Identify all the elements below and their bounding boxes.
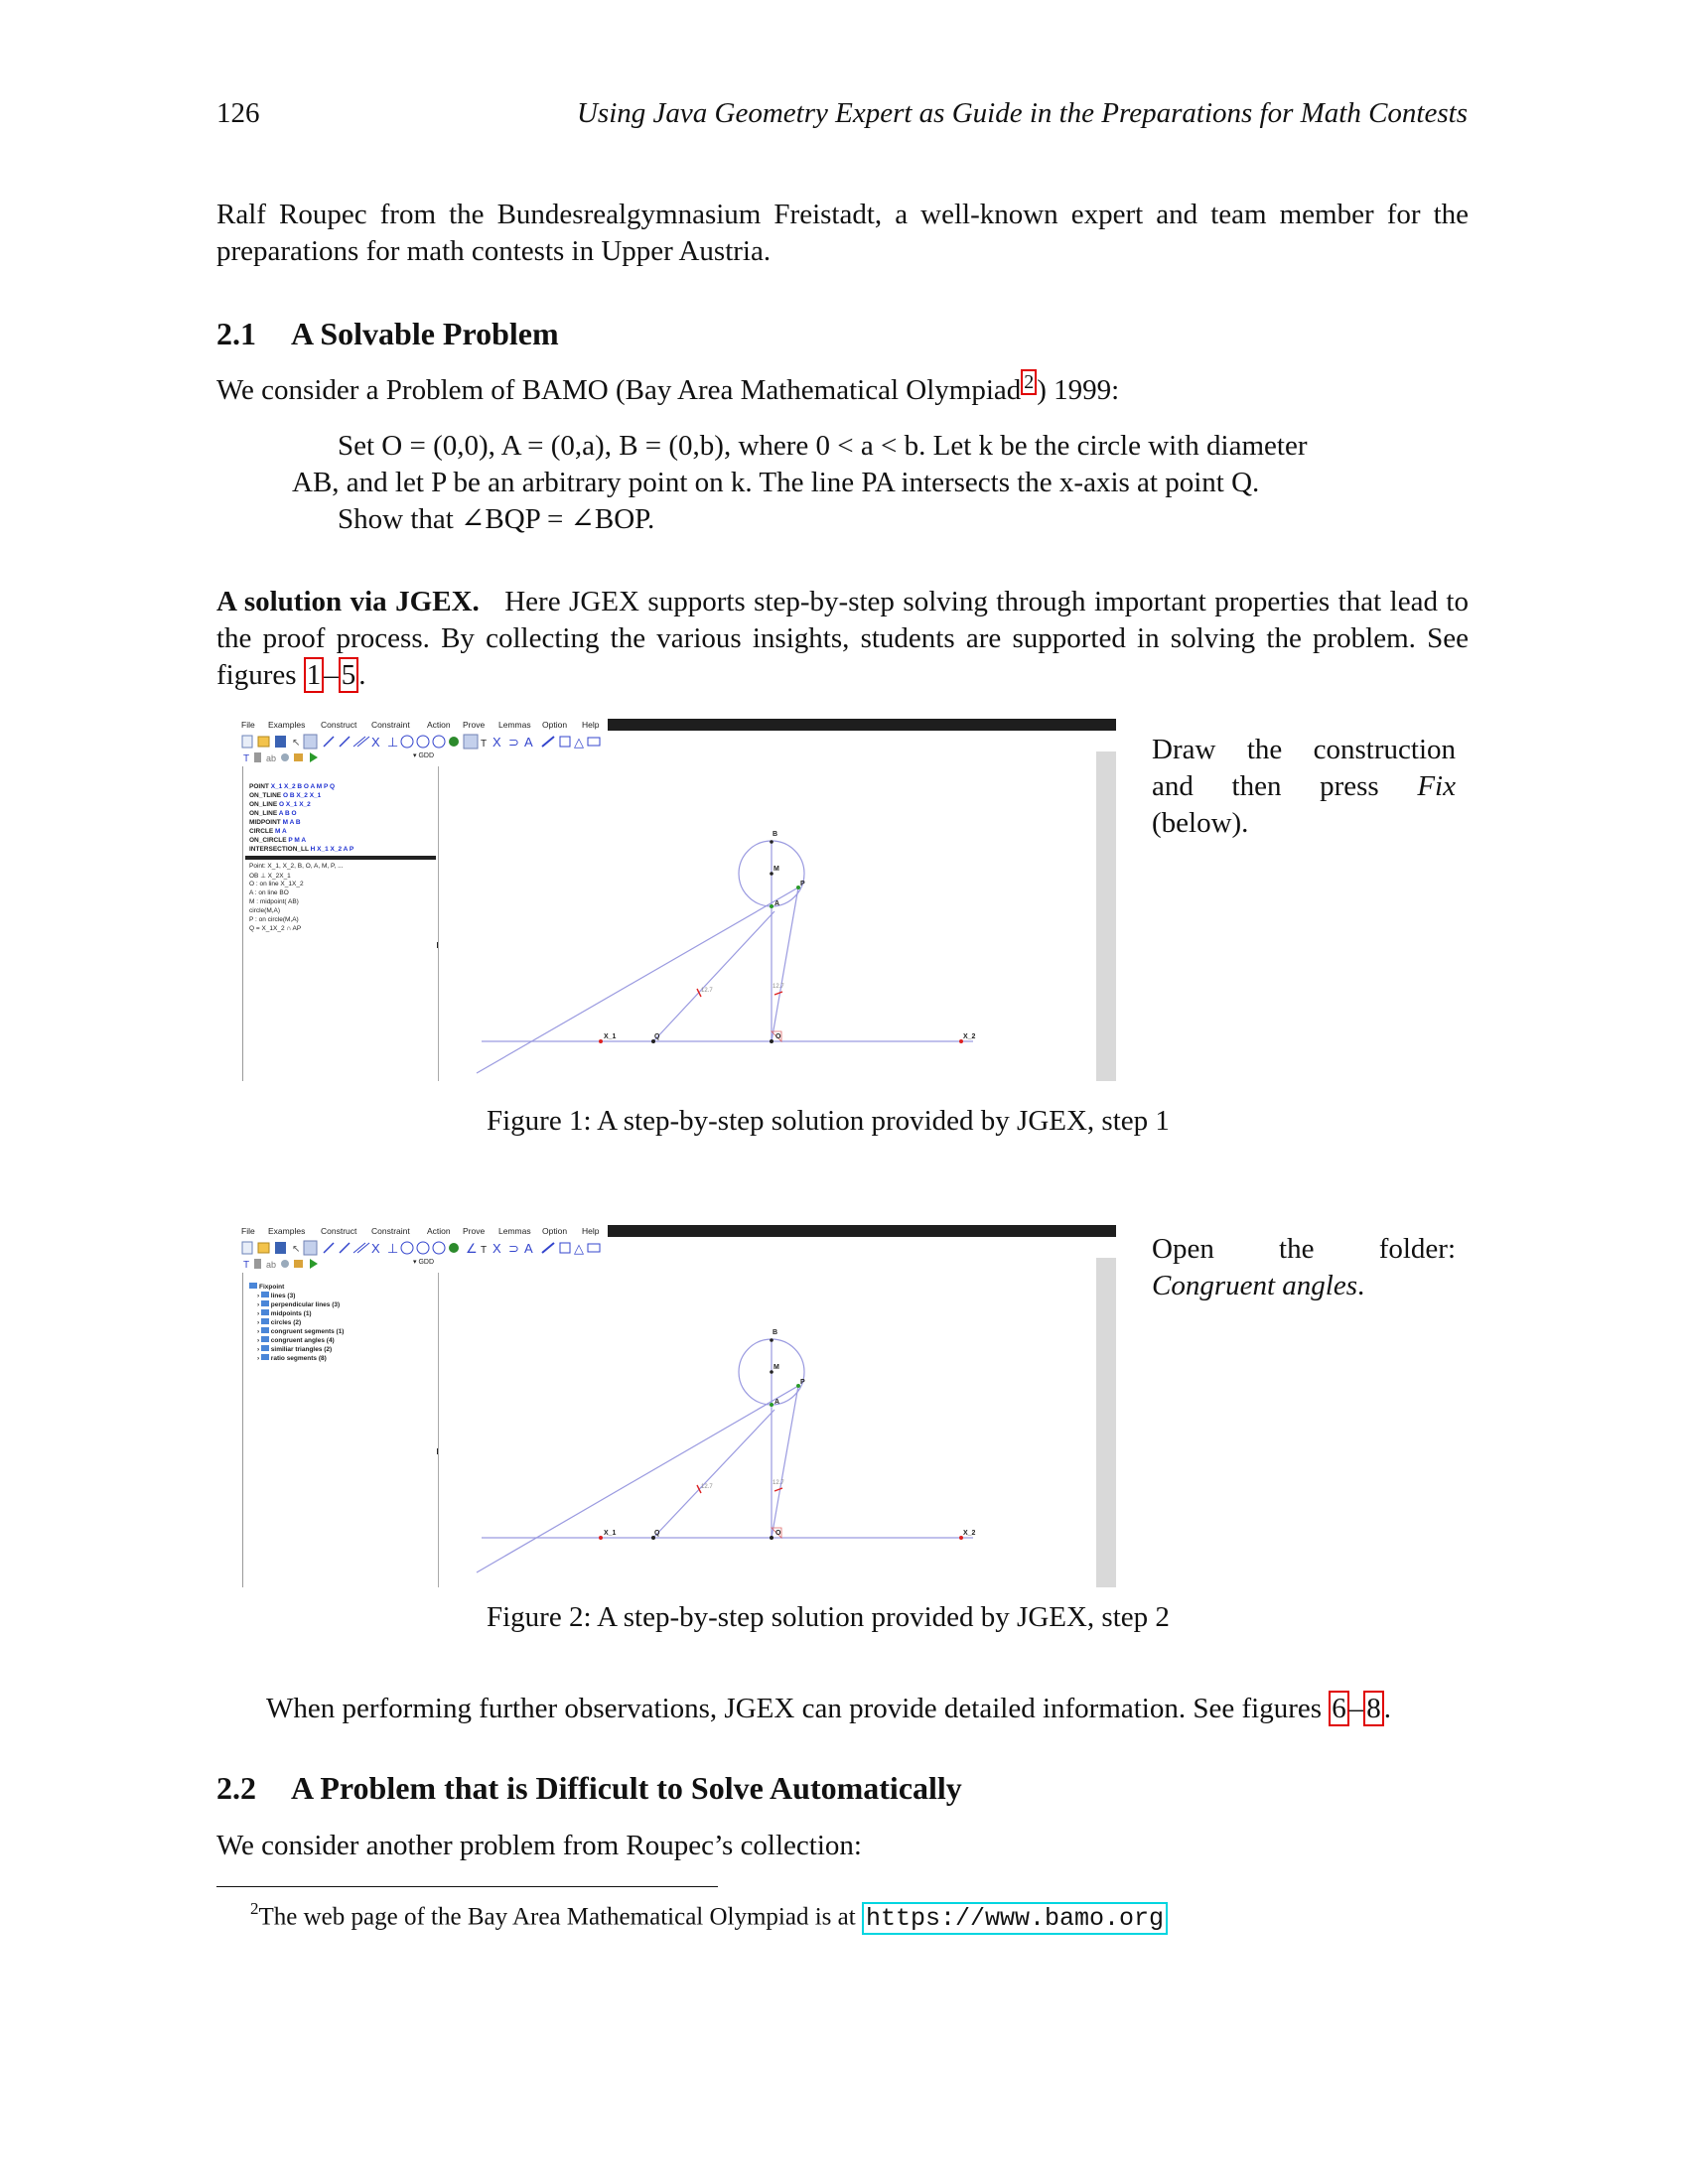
figure-1-screenshot	[238, 719, 1116, 1081]
command-line: CIRCLE M A	[249, 828, 287, 835]
label-m: M	[774, 866, 779, 873]
period: .	[358, 659, 366, 691]
further-paragraph	[266, 1691, 1391, 1727]
menu-file[interactable]: File	[241, 720, 255, 730]
title-bar-strip	[608, 1225, 1116, 1237]
label-x1: X_1	[604, 1530, 617, 1537]
section-number: 2.2	[216, 1770, 256, 1806]
command-line: ON_LINE A B O	[249, 810, 297, 817]
menu-construct[interactable]: Construct	[321, 1226, 357, 1236]
label-b: B	[773, 1329, 778, 1336]
footnote-mark: 2	[250, 1899, 259, 1918]
command-line: ON_CIRCLE P M A	[249, 837, 307, 844]
label-a: A	[774, 900, 780, 907]
tree-item[interactable]: › perpendicular lines (3)	[257, 1301, 341, 1308]
fact-line: P : on circle(M,A)	[249, 916, 299, 923]
tree-item[interactable]: › ratio segments (8)	[257, 1355, 327, 1362]
section-title: A Solvable Problem	[291, 316, 559, 351]
menu-option[interactable]: Option	[542, 1226, 568, 1236]
problem-line-3: Show that ∠BQP = ∠BOP.	[338, 503, 655, 535]
footnote-text: The web page of the Bay Area Mathematical Olympiad is at	[258, 1903, 862, 1931]
period: .	[1383, 1693, 1392, 1724]
menu-prove[interactable]: Prove	[463, 720, 486, 730]
svg-text:△: △	[574, 1241, 584, 1256]
section-2-1-heading	[216, 316, 559, 352]
fixpoint-tree-pane	[242, 1273, 439, 1587]
svg-text:A: A	[524, 735, 533, 750]
menu-construct[interactable]: Construct	[321, 720, 357, 730]
right-toolbar[interactable]	[1096, 1258, 1116, 1587]
svg-text:T: T	[481, 739, 488, 750]
menu-help[interactable]: Help	[582, 1226, 600, 1236]
svg-text:∠: ∠	[466, 1241, 478, 1256]
menu-file[interactable]: File	[241, 1226, 255, 1236]
lead-text-end: ) 1999:	[1037, 374, 1120, 406]
right-toolbar[interactable]	[1096, 751, 1116, 1081]
command-line: POINT X_1 X_2 B O A M P Q	[249, 783, 336, 790]
menu-examples[interactable]: Examples	[268, 720, 306, 730]
label-q: Q	[654, 1530, 660, 1537]
solution-paragraph	[216, 584, 1469, 694]
menu-action[interactable]: Action	[427, 720, 451, 730]
tool-bar[interactable]	[238, 1239, 1116, 1257]
label-o: O	[775, 1530, 781, 1537]
menu-lemmas[interactable]: Lemmas	[498, 1226, 531, 1236]
menu-bar	[238, 719, 1116, 733]
figure-2-screenshot	[238, 1225, 1116, 1587]
svg-text:⊃: ⊃	[508, 735, 519, 750]
geometry-canvas[interactable]	[437, 751, 1096, 1081]
figure-ref-6-link[interactable]: 6	[1329, 1691, 1349, 1726]
svg-text:X: X	[371, 735, 380, 750]
fact-line: O : on line X_1X_2	[249, 881, 304, 887]
ref-dash: –	[1348, 1693, 1364, 1724]
menu-examples[interactable]: Examples	[268, 1226, 306, 1236]
svg-text:ab: ab	[266, 753, 277, 763]
command-line: MIDPOINT M A B	[249, 819, 301, 826]
label-q: Q	[654, 1033, 660, 1040]
gdd-dropdown[interactable]: ▾ GDD	[413, 1259, 435, 1266]
angle-value-1: 12.7	[701, 1484, 713, 1490]
fact-line: Q = X_1X_2 ∩ AP	[249, 925, 302, 932]
construction-pane	[242, 766, 439, 1081]
angle-value-1: 12.7	[701, 988, 713, 994]
problem-line-1: Set O = (0,0), A = (0,a), B = (0,b), where 0 < a < b. Let k be the circle with diameter	[338, 430, 1308, 462]
figure-ref-8-link[interactable]: 8	[1363, 1691, 1384, 1726]
geometry-canvas[interactable]	[437, 1257, 1096, 1587]
fact-line: A : on line BO	[249, 889, 289, 896]
angle-value-2: 12.7	[773, 1480, 784, 1486]
footnote-ref-link[interactable]: 2	[1021, 369, 1037, 395]
section-2-2-lead: We consider another problem from Roupec’s collection:	[216, 1830, 862, 1861]
solution-text: Here JGEX supports step-by-step solving through important properties that lead to the proof process. By collecting the various insights, students are supported in solving the problem. See figures	[216, 586, 1469, 691]
command-line: ON_LINE O X_1 X_2	[249, 801, 311, 808]
lead-text: We consider a Problem of BAMO (Bay Area Mathematical Olympiad	[216, 374, 1022, 406]
tree-item[interactable]: › congruent segments (1)	[257, 1328, 345, 1335]
label-x1: X_1	[604, 1033, 617, 1040]
svg-text:↖: ↖	[292, 738, 301, 749]
menu-constraint[interactable]: Constraint	[371, 1226, 410, 1236]
intro-paragraph: Ralf Roupec from the Bundesrealgymnasium Freistadt, a well-known expert and team member for the preparations for math contests in Upper Austria.	[216, 199, 1469, 267]
fact-line: Point: X_1, X_2, B, O, A, M, P, ...	[249, 863, 344, 870]
running-title: Using Java Geometry Expert as Guide in the Preparations for Math Contests	[576, 97, 1468, 129]
section-2-2-heading	[216, 1770, 962, 1807]
title-bar-strip	[608, 719, 1116, 731]
menu-lemmas[interactable]: Lemmas	[498, 720, 531, 730]
menu-option[interactable]: Option	[542, 720, 568, 730]
angle-value-2: 12.7	[773, 984, 784, 990]
tree-item[interactable]: › circles (2)	[257, 1319, 302, 1326]
figure-1-side-note: Draw the construction and then press Fix (below).	[1152, 734, 1456, 839]
footnote-url-link[interactable]: https://www.bamo.org	[862, 1902, 1168, 1935]
figure-2-caption: Figure 2: A step-by-step solution provided by JGEX, step 2	[487, 1601, 1170, 1633]
svg-text:↖: ↖	[292, 1244, 301, 1255]
svg-text:T: T	[243, 753, 250, 764]
label-p: P	[800, 1379, 805, 1386]
command-line: ON_TLINE O B X_2 X_1	[249, 792, 322, 799]
svg-text:X: X	[371, 1241, 380, 1256]
menu-prove[interactable]: Prove	[463, 1226, 486, 1236]
fact-line: M : midpoint( AB)	[249, 898, 299, 905]
figure-2-side-note: Open the folder: Congruent angles.	[1152, 1233, 1456, 1301]
label-m: M	[774, 1364, 779, 1371]
svg-text:ab: ab	[266, 1260, 277, 1270]
footnote	[250, 1890, 1168, 1937]
menu-help[interactable]: Help	[582, 720, 600, 730]
pane-divider	[245, 856, 436, 860]
svg-text:T: T	[243, 1260, 250, 1271]
label-o: O	[775, 1033, 781, 1040]
tree-root[interactable]: Fixpoint	[249, 1283, 284, 1291]
menu-action[interactable]: Action	[427, 1226, 451, 1236]
tree-item[interactable]: › similiar triangles (2)	[257, 1346, 333, 1353]
svg-text:△: △	[574, 735, 584, 750]
svg-text:X: X	[492, 735, 501, 750]
problem-line-2: AB, and let P be an arbitrary point on k. The line PA intersects the x-axis at point Q.	[292, 467, 1260, 498]
tree-item[interactable]: › lines (3)	[257, 1293, 296, 1299]
tree-item[interactable]: › congruent angles (4)	[257, 1337, 335, 1344]
command-line: INTERSECTION_LL H X_1 X_2 A P	[249, 846, 354, 853]
svg-text:⊃: ⊃	[508, 1241, 519, 1256]
svg-text:⊥: ⊥	[387, 1241, 399, 1256]
section-title: A Problem that is Difficult to Solve Automatically	[291, 1770, 962, 1806]
menu-constraint[interactable]: Constraint	[371, 720, 410, 730]
svg-text:⊥: ⊥	[387, 735, 399, 750]
page-number: 126	[216, 97, 260, 129]
fact-line: circle(M,A)	[249, 907, 281, 914]
label-a: A	[774, 1399, 780, 1406]
label-x2: X_2	[963, 1530, 976, 1537]
menu-bar	[238, 1225, 1116, 1239]
further-text: When performing further observations, JGEX can provide detailed information. See figures	[266, 1693, 1323, 1724]
gdd-dropdown[interactable]: ▾ GDD	[413, 752, 435, 759]
section-number: 2.1	[216, 316, 256, 351]
solution-lead: A solution via JGEX.	[216, 586, 480, 617]
figure-ref-1-link[interactable]: 1	[304, 657, 325, 693]
figure-ref-5-link[interactable]: 5	[339, 657, 359, 693]
section-2-1-lead	[216, 372, 1119, 409]
tree-item[interactable]: › midpoints (1)	[257, 1310, 312, 1317]
svg-text:T: T	[481, 1245, 488, 1256]
footnote-rule	[216, 1886, 718, 1887]
label-p: P	[800, 881, 805, 887]
label-b: B	[773, 831, 778, 838]
fact-line: OB ⊥ X_2X_1	[249, 873, 291, 880]
figure-1-caption: Figure 1: A step-by-step solution provided by JGEX, step 1	[487, 1105, 1170, 1137]
svg-text:X: X	[492, 1241, 501, 1256]
ref-dash: –	[324, 659, 339, 691]
svg-text:A: A	[524, 1241, 533, 1256]
label-x2: X_2	[963, 1033, 976, 1040]
tool-bar[interactable]	[238, 733, 1116, 751]
